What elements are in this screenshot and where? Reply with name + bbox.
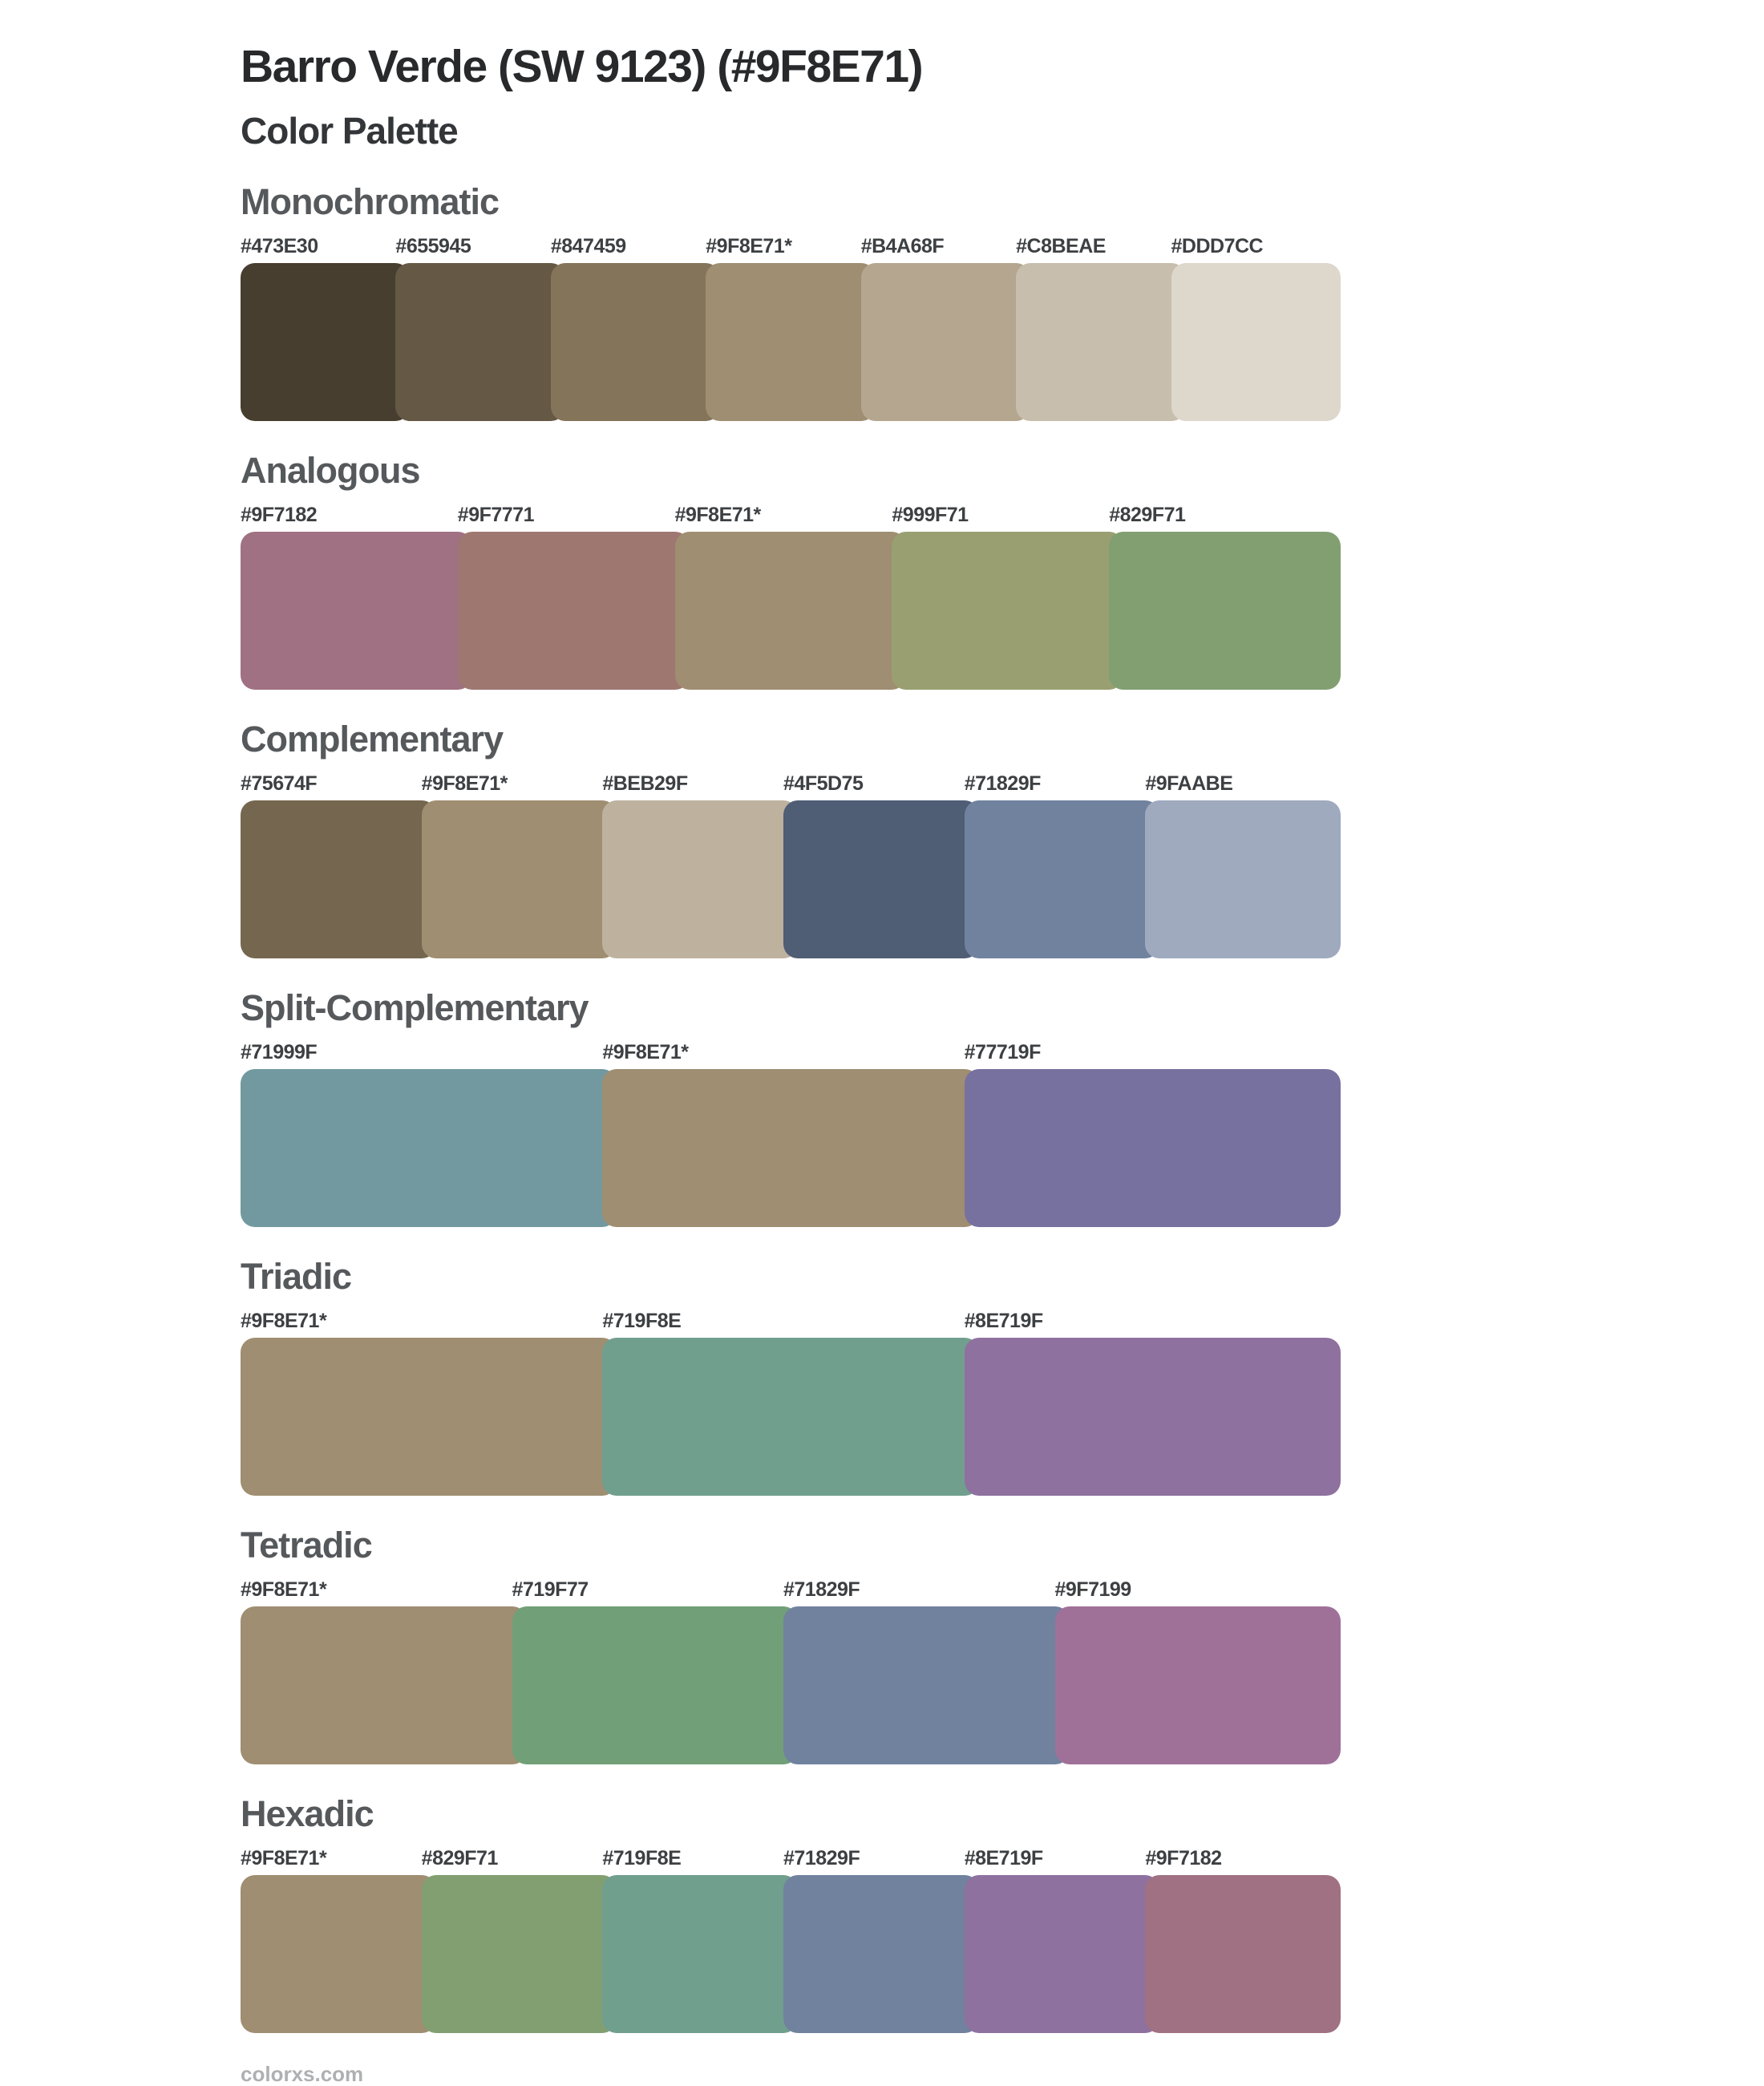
- color-swatch[interactable]: [1016, 263, 1185, 421]
- color-swatch[interactable]: [422, 800, 617, 958]
- swatch-cell: [241, 772, 436, 958]
- swatch-hex-label: #719F8E: [602, 1847, 682, 1869]
- swatch-hex-label: #8E719F: [964, 1847, 1043, 1869]
- swatch-cell: [706, 234, 875, 421]
- swatch-hex-label: #9F8E71*: [241, 1578, 327, 1601]
- palette-section-analogous: [241, 448, 1347, 690]
- swatch-hex-label: #71829F: [783, 1578, 860, 1601]
- swatch-hex-label: #829F71: [1109, 504, 1186, 526]
- swatch-hex-label: #9FAABE: [1145, 772, 1233, 795]
- swatch-cell: [395, 234, 564, 421]
- color-swatch[interactable]: [706, 263, 875, 421]
- color-swatch[interactable]: [241, 1875, 436, 2033]
- swatch-hex-label: #B4A68F: [860, 235, 945, 257]
- swatch-hex-label: #9F8E71*: [602, 1041, 689, 1063]
- swatch-cell: [241, 503, 472, 690]
- color-swatch[interactable]: [1055, 1606, 1341, 1764]
- swatch-hex-label: #9F8E71*: [674, 504, 761, 526]
- swatch-cell: [783, 1846, 979, 2033]
- color-swatch[interactable]: [1171, 263, 1341, 421]
- swatch-hex-label: #999F71: [892, 504, 969, 526]
- swatch-cell: [861, 234, 1030, 421]
- palette-row: [241, 1309, 1341, 1496]
- swatch-cell: [1145, 772, 1341, 958]
- swatch-cell: [602, 1040, 978, 1227]
- swatch-cell: [422, 1846, 617, 2033]
- color-swatch[interactable]: [241, 263, 410, 421]
- swatch-cell: [1109, 503, 1341, 690]
- swatch-cell: [1171, 234, 1341, 421]
- swatch-hex-label: #71829F: [964, 772, 1041, 795]
- palette-row: [241, 1578, 1341, 1764]
- swatch-cell: [783, 1578, 1070, 1764]
- swatch-cell: [783, 772, 979, 958]
- color-swatch[interactable]: [551, 263, 720, 421]
- swatch-hex-label: #4F5D75: [783, 772, 864, 795]
- color-swatch[interactable]: [892, 532, 1123, 690]
- swatch-cell: [1016, 234, 1185, 421]
- swatch-cell: [602, 772, 798, 958]
- palette-section-tetradic: [241, 1523, 1347, 1764]
- swatch-cell: [1055, 1578, 1341, 1764]
- swatch-hex-label: #75674F: [241, 772, 318, 795]
- color-swatch[interactable]: [602, 1069, 978, 1227]
- swatch-cell: [965, 772, 1160, 958]
- swatch-hex-label: #9F8E71*: [241, 1310, 327, 1332]
- swatch-hex-label: #9F8E71*: [241, 1847, 327, 1869]
- color-swatch[interactable]: [395, 263, 564, 421]
- swatch-cell: [602, 1846, 798, 2033]
- color-swatch[interactable]: [965, 1338, 1341, 1496]
- swatch-cell: [675, 503, 907, 690]
- swatch-cell: [551, 234, 720, 421]
- swatch-hex-label: #9F8E71*: [706, 235, 792, 257]
- color-swatch[interactable]: [602, 800, 798, 958]
- section-heading: Analogous: [241, 450, 420, 491]
- palette-section-hexadic: [241, 1792, 1347, 2033]
- swatch-hex-label: #9F7182: [1145, 1847, 1222, 1869]
- color-swatch[interactable]: [965, 800, 1160, 958]
- palette-row: [241, 234, 1341, 421]
- palette-section-complementary: [241, 717, 1347, 958]
- swatch-cell: [965, 1040, 1341, 1227]
- color-swatch[interactable]: [241, 1606, 527, 1764]
- color-swatch[interactable]: [675, 532, 907, 690]
- swatch-cell: [241, 1846, 436, 2033]
- swatch-hex-label: #9F8E71*: [421, 772, 508, 795]
- palette-section-monochromatic: [241, 180, 1347, 421]
- color-swatch[interactable]: [783, 1606, 1070, 1764]
- swatch-hex-label: #719F8E: [602, 1310, 682, 1332]
- color-swatch[interactable]: [241, 532, 472, 690]
- swatch-cell: [422, 772, 617, 958]
- swatch-cell: [241, 234, 410, 421]
- color-swatch[interactable]: [1145, 1875, 1341, 2033]
- swatch-cell: [892, 503, 1123, 690]
- section-heading: Complementary: [241, 719, 504, 759]
- swatch-cell: [241, 1578, 527, 1764]
- color-swatch[interactable]: [861, 263, 1030, 421]
- swatch-hex-label: #9F7199: [1054, 1578, 1131, 1601]
- swatch-cell: [965, 1846, 1160, 2033]
- swatch-hex-label: #829F71: [421, 1847, 498, 1869]
- footer-link[interactable]: colorxs.com: [241, 2062, 364, 2086]
- palette-row: [241, 1040, 1341, 1227]
- color-swatch[interactable]: [512, 1606, 799, 1764]
- palette-row: [241, 503, 1341, 690]
- color-swatch[interactable]: [783, 1875, 979, 2033]
- swatch-hex-label: #9F7182: [241, 504, 318, 526]
- color-swatch[interactable]: [783, 800, 979, 958]
- swatch-cell: [241, 1309, 617, 1496]
- section-heading: Monochromatic: [241, 181, 500, 222]
- swatch-hex-label: #719F77: [512, 1578, 589, 1601]
- swatch-hex-label: #473E30: [241, 235, 318, 257]
- swatch-hex-label: #655945: [395, 235, 471, 257]
- palette-row: [241, 772, 1341, 958]
- swatch-cell: [1145, 1846, 1341, 2033]
- color-swatch[interactable]: [602, 1338, 978, 1496]
- swatch-hex-label: #8E719F: [964, 1310, 1043, 1332]
- color-swatch[interactable]: [241, 1338, 617, 1496]
- color-swatch[interactable]: [422, 1875, 617, 2033]
- section-heading: Split-Complementary: [241, 987, 589, 1028]
- palette-section-split-complementary: [241, 986, 1347, 1227]
- swatch-hex-label: #71999F: [241, 1041, 318, 1063]
- swatch-cell: [965, 1309, 1341, 1496]
- section-heading: Triadic: [241, 1256, 352, 1297]
- color-swatch[interactable]: [1109, 532, 1341, 690]
- swatch-hex-label: #9F7771: [457, 504, 534, 526]
- swatch-hex-label: #77719F: [964, 1041, 1041, 1063]
- page-subtitle: Color Palette: [241, 110, 458, 152]
- swatch-cell: [512, 1578, 799, 1764]
- color-swatch[interactable]: [1145, 800, 1341, 958]
- swatch-hex-label: #DDD7CC: [1171, 235, 1264, 257]
- swatch-cell: [602, 1309, 978, 1496]
- swatch-hex-label: #71829F: [783, 1847, 860, 1869]
- section-heading: Hexadic: [241, 1793, 374, 1834]
- swatch-hex-label: #BEB29F: [602, 772, 688, 795]
- swatch-hex-label: #C8BEAE: [1016, 235, 1106, 257]
- color-swatch[interactable]: [965, 1069, 1341, 1227]
- page-title: Barro Verde (SW 9123) (#9F8E71): [241, 41, 923, 92]
- color-swatch[interactable]: [241, 800, 436, 958]
- color-swatch[interactable]: [602, 1875, 798, 2033]
- swatch-cell: [458, 503, 690, 690]
- palette-row: [241, 1846, 1341, 2033]
- color-swatch[interactable]: [965, 1875, 1160, 2033]
- palette-section-triadic: [241, 1254, 1347, 1496]
- color-swatch[interactable]: [241, 1069, 617, 1227]
- swatch-hex-label: #847459: [550, 235, 626, 257]
- swatch-cell: [241, 1040, 617, 1227]
- color-swatch[interactable]: [458, 532, 690, 690]
- section-heading: Tetradic: [241, 1525, 372, 1566]
